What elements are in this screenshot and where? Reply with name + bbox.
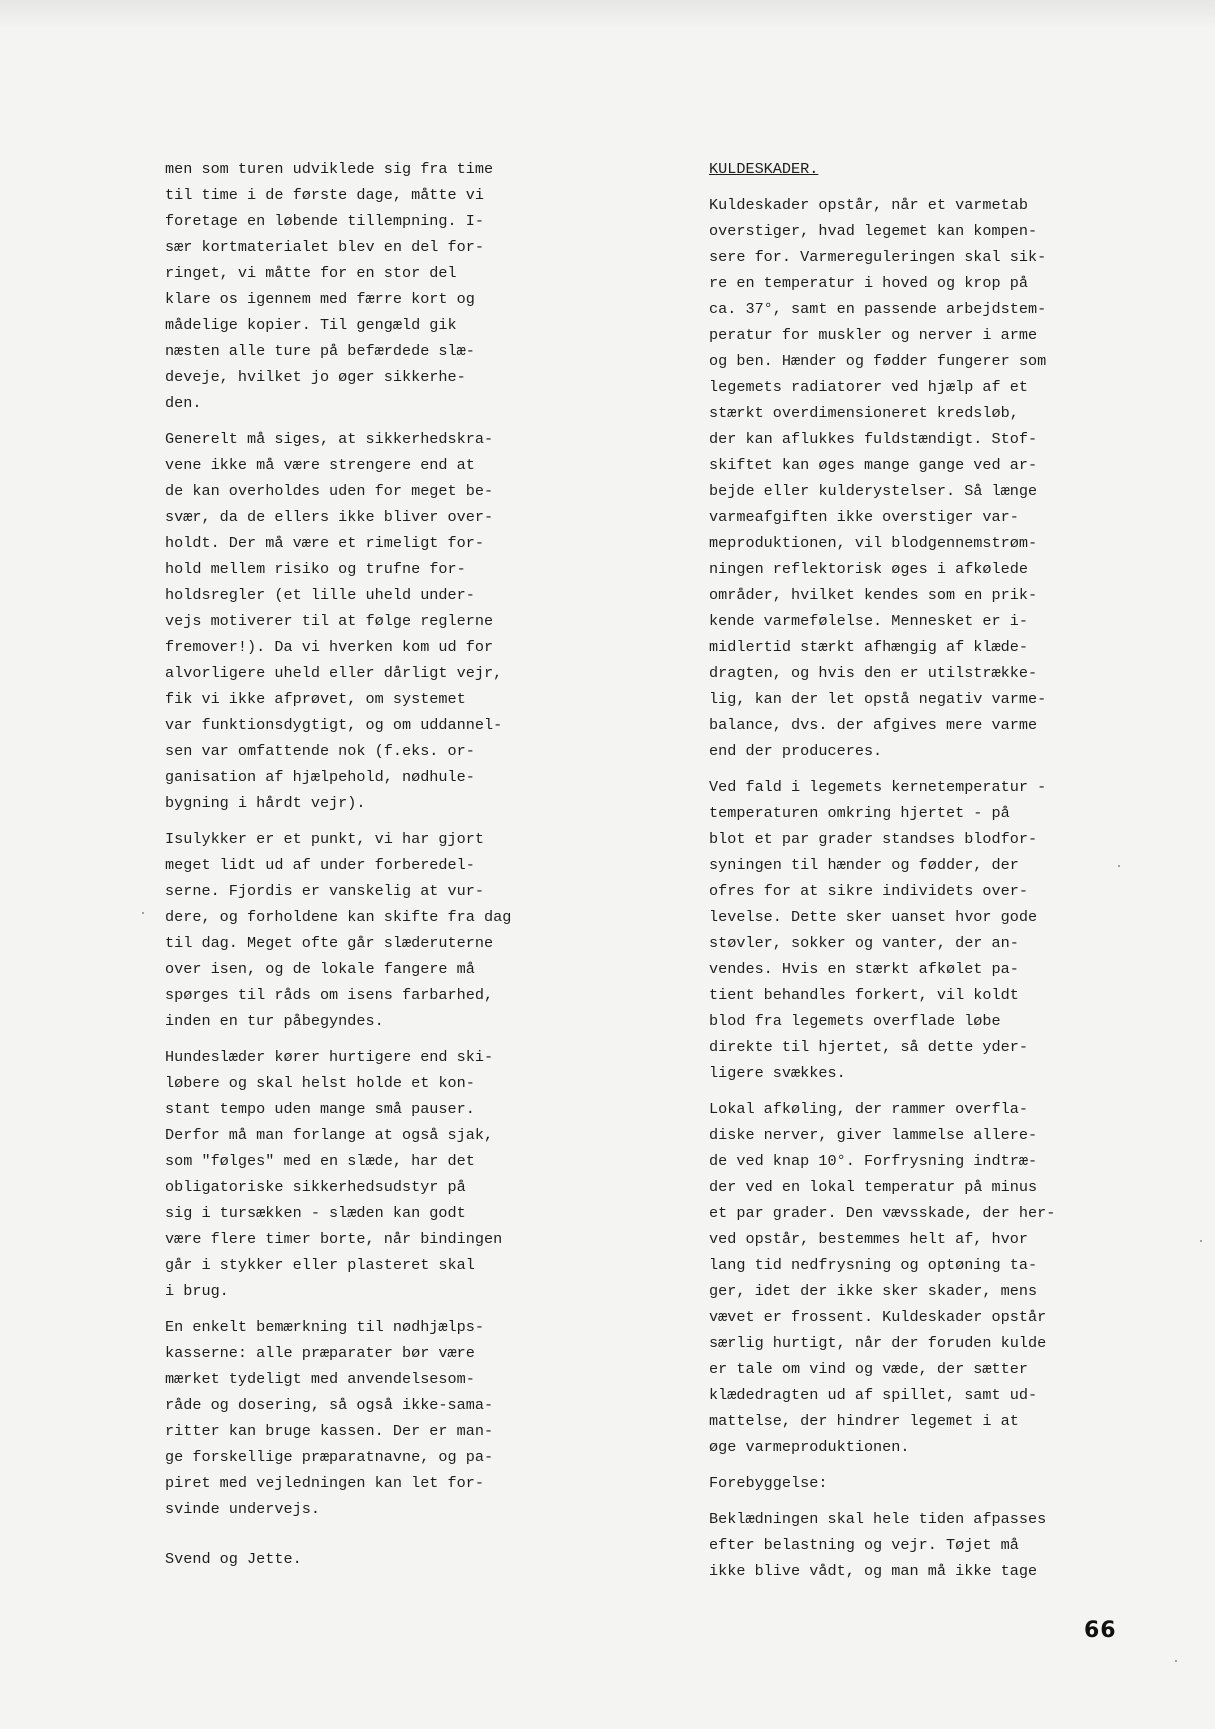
left-column: [165, 156, 565, 1572]
subheading: Forebyggelse:: [709, 1474, 828, 1492]
left-paragraph-2: Generelt må siges, at sikkerhedskra- vene ikke må være strengere end at de kan overholdes uden for meget be- svær, da de ellers ikke bliver over- holdt. Der må være et rimeligt for- hold mellem risiko og trufne for- holdsregler (et lille uheld under- vejs motiverer til at følge reglerne fremover!). Da vi hverken kom ud for alvorligere uheld eller dårligt vejr, fik vi ikke afprøvet, om systemet var funktionsdygtigt, og om uddannel- sen var omfattende nok (f.eks. or- ganisation af hjælpehold, nødhule- bygning i hårdt vejr).: [165, 430, 503, 812]
left-paragraph-5: En enkelt bemærkning til nødhjælps- kasserne: alle præparater bør være mærket tydeligt med anvendelsesom- råde og dosering, så også ikke-sama- ritter kan bruge kassen. Der er man- ge forskellige præparatnavne, og pa- piret med vejledningen kan let for- svinde undervejs.: [165, 1318, 494, 1518]
right-paragraph-4: Beklædningen skal hele tiden afpasses efter belastning og vejr. Tøjet må ikke blive vådt, og man må ikke tage: [709, 1510, 1047, 1580]
right-paragraph-3: Lokal afkøling, der rammer overfla- diske nerver, giver lammelse allere- de ved knap 10°. Forfrysning indtræ- der ved en lokal temperatur på minus et par grader. Den vævsskade, der her- ved opstår, bestemmes helt af, hvor lang tid nedfrysning og optøning ta- ger, idet der ikke sker skader, mens vævet er frossent. Kuldeskader opstår særlig hurtigt, når der foruden kulde er tale om vind og væde, der sætter klædedragten ud af spillet, samt ud- mattelse, der hindrer legemet i at øge varmeproduktionen.: [709, 1100, 1056, 1456]
scan-speck: [142, 912, 144, 914]
right-paragraph-2: Ved fald i legemets kernetemperatur - temperaturen omkring hjertet - på blot et par grader standses blodfor- syningen til hænder og fødder, der ofres for at sikre individets over- levelse. Dette sker uanset hvor gode støvler, sokker og vanter, der an- vendes. Hvis en stærkt afkølet pa- tient behandles forkert, vil koldt blod fra legemets overflade løbe direkte til hjertet, så dette yder- ligere svækkes.: [709, 778, 1047, 1082]
scan-speck: [1175, 1660, 1177, 1662]
left-paragraph-1: men som turen udviklede sig fra time til time i de første dage, måtte vi foretage en løbende tillempning. I- sær kortmaterialet blev en del for- ringet, vi måtte for en stor del klare os igennem med færre kort og mådelige kopier. Til gengæld gik næsten alle ture på befærdede slæ- deveje, hvilket jo øger sikkerhe- den.: [165, 160, 494, 412]
scan-top-edge: [0, 0, 1215, 28]
right-paragraph-1: Kuldeskader opstår, når et varmetab overstiger, hvad legemet kan kompen- sere for. Varmereguleringen skal sik- re en temperatur i hoved og krop på ca. 37°, samt en passende arbejdstem- peratur for muskler og nerver i arme og ben. Hænder og fødder fungerer som legemets radiatorer ved hjælp af et stærkt overdimensioneret kredsløb, der kan aflukkes fuldstændigt. Stof- skiftet kan øges mange gange ved ar- bejde eller kulderystelser. Så længe varmeafgiften ikke overstiger var- meproduktionen, vil blodgennemstrøm- ningen reflektorisk øges i afkølede områder, hvilket kendes som en prik- kende varmefølelse. Mennesket er i- midlertid stærkt afhængig af klæde- dragten, og hvis den er utilstrække- lig, kan der let opstå negativ varme- balance, dvs. der afgives mere varme end der produceres.: [709, 196, 1047, 760]
page-number: 66: [1084, 1618, 1117, 1643]
signoff: Svend og Jette.: [165, 1550, 302, 1568]
scan-speck: [1200, 1240, 1202, 1242]
left-paragraph-3: Isulykker er et punkt, vi har gjort meget lidt ud af under forberedel- serne. Fjordis er vanskelig at vur- dere, og forholdene kan skifte fra dag til dag. Meget ofte går slæderuterne over isen, og de lokale fangere må spørges til råds om isens farbarhed, inden en tur påbegyndes.: [165, 830, 512, 1030]
right-column: [709, 156, 1119, 1594]
scan-speck: [1118, 865, 1120, 867]
left-paragraph-4: Hundeslæder kører hurtigere end ski- løbere og skal helst holde et kon- stant tempo uden mange små pauser. Derfor må man forlange at også sjak, som "følges" med en slæde, har det obligatoriske sikkerhedsudstyr på sig i tursækken - slæden kan godt være flere timer borte, når bindingen går i stykker eller plasteret skal i brug.: [165, 1048, 503, 1300]
section-heading: KULDESKADER.: [709, 160, 819, 178]
